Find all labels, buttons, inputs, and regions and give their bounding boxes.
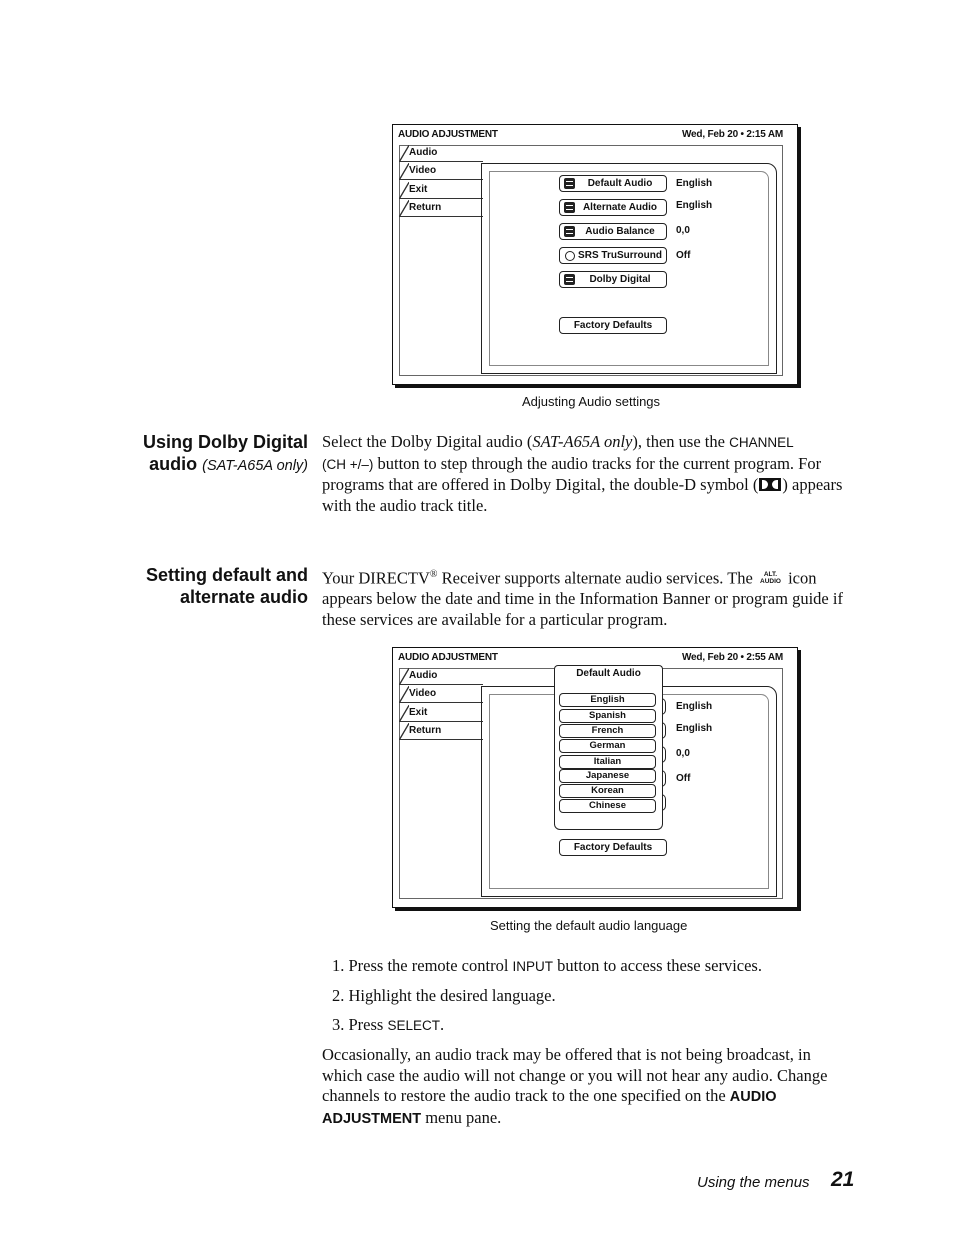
audio-adjustment-screen-2 bbox=[392, 647, 798, 908]
menu-item-video[interactable]: Video bbox=[399, 163, 483, 180]
footer-section-name: Using the menus bbox=[697, 1174, 810, 1191]
language-option-german[interactable]: German bbox=[559, 739, 656, 753]
menu-item-audio[interactable]: Audio bbox=[399, 668, 483, 685]
default-audio-button[interactable]: Default Audio bbox=[559, 175, 667, 192]
menu-item-return[interactable]: Return bbox=[399, 200, 483, 217]
page-number: 21 bbox=[831, 1168, 855, 1191]
default-audio-popup bbox=[554, 686, 663, 830]
figure-caption-1: Adjusting Audio settings bbox=[522, 394, 661, 409]
screen-datetime: Wed, Feb 20 • 2:55 AM bbox=[682, 652, 783, 663]
alternate-audio-value: English bbox=[676, 200, 713, 211]
default-audio-value: English bbox=[676, 178, 713, 189]
alternate-audio-button[interactable]: Alternate Audio bbox=[559, 199, 667, 216]
closing-paragraph: Occasionally, an audio track may be offered that is not being broadcast, in which case the audio will not change or you will not hear any audio. Change channels to restore the audio track to the one specified on the AUDIO ADJUSTMENT menu pane. bbox=[322, 1045, 828, 1127]
list-icon bbox=[564, 274, 575, 285]
language-option-english[interactable]: English bbox=[559, 693, 656, 707]
language-option-korean[interactable]: Korean bbox=[559, 784, 656, 798]
menu-item-video[interactable]: Video bbox=[399, 686, 483, 703]
screen-datetime: Wed, Feb 20 • 2:15 AM bbox=[682, 129, 783, 140]
factory-defaults-button[interactable]: Factory Defaults bbox=[559, 317, 667, 334]
language-option-chinese[interactable]: Chinese bbox=[559, 799, 656, 813]
alt-audio-icon: ALT. AUDIO bbox=[760, 571, 781, 585]
language-option-spanish[interactable]: Spanish bbox=[559, 709, 656, 723]
language-option-french[interactable]: French bbox=[559, 724, 656, 738]
audio-balance-value: 0,0 bbox=[676, 225, 690, 236]
menu-item-exit[interactable]: Exit bbox=[399, 182, 483, 199]
audio-balance-value: 0,0 bbox=[676, 748, 690, 759]
audio-balance-button[interactable]: Audio Balance bbox=[559, 223, 667, 240]
step-3: 3. Press SELECT. bbox=[332, 1015, 445, 1034]
srs-trusurround-value: Off bbox=[676, 250, 691, 261]
language-option-japanese[interactable]: Japanese bbox=[559, 769, 656, 783]
dolby-double-d-icon bbox=[759, 478, 781, 491]
dolby-digital-button[interactable]: Dolby Digital bbox=[559, 271, 667, 288]
alternate-audio-value: English bbox=[676, 723, 713, 734]
srs-trusurround-button[interactable]: SRS TruSurround bbox=[559, 247, 667, 264]
dolby-paragraph: Select the Dolby Digital audio (SAT-A65A only), then use the CHANNEL (CH +/–) button to step through the audio tracks for the current program. For programs that are offered in Dolby Digital, the double-D symbol ( ) appears with the audio track title. bbox=[322, 432, 843, 515]
step-1: 1. Press the remote control INPUT button to access these services. bbox=[332, 956, 762, 975]
audio-adjustment-screen-1 bbox=[392, 124, 798, 385]
menu-item-exit[interactable]: Exit bbox=[399, 705, 483, 722]
default-audio-popup-title: Default Audio bbox=[554, 665, 663, 687]
default-audio-value: English bbox=[676, 701, 713, 712]
language-option-italian[interactable]: Italian bbox=[559, 755, 656, 769]
factory-defaults-button[interactable]: Factory Defaults bbox=[559, 839, 667, 856]
figure-caption-2: Setting the default audio language bbox=[490, 918, 688, 933]
list-icon bbox=[564, 178, 575, 189]
menu-item-audio[interactable]: Audio bbox=[399, 145, 483, 162]
srs-trusurround-value: Off bbox=[676, 773, 691, 784]
section-heading-default-audio: Setting default and alternate audio bbox=[146, 565, 308, 607]
section-heading-dolby: Using Dolby Digital audio (SAT-A65A only) bbox=[142, 432, 308, 474]
screen-title: AUDIO ADJUSTMENT bbox=[398, 129, 498, 140]
cycle-icon bbox=[565, 251, 575, 261]
screen-title: AUDIO ADJUSTMENT bbox=[398, 652, 498, 663]
alternate-audio-paragraph: Your DIRECTV® Receiver supports alternate audio services. The ALT. AUDIO icon appears below the date and time in the Information Banner or program guide if these services are available for a particular program. bbox=[322, 568, 843, 629]
menu-item-return[interactable]: Return bbox=[399, 723, 483, 740]
list-icon bbox=[564, 226, 575, 237]
list-icon bbox=[564, 202, 575, 213]
step-2: 2. Highlight the desired language. bbox=[332, 986, 556, 1005]
